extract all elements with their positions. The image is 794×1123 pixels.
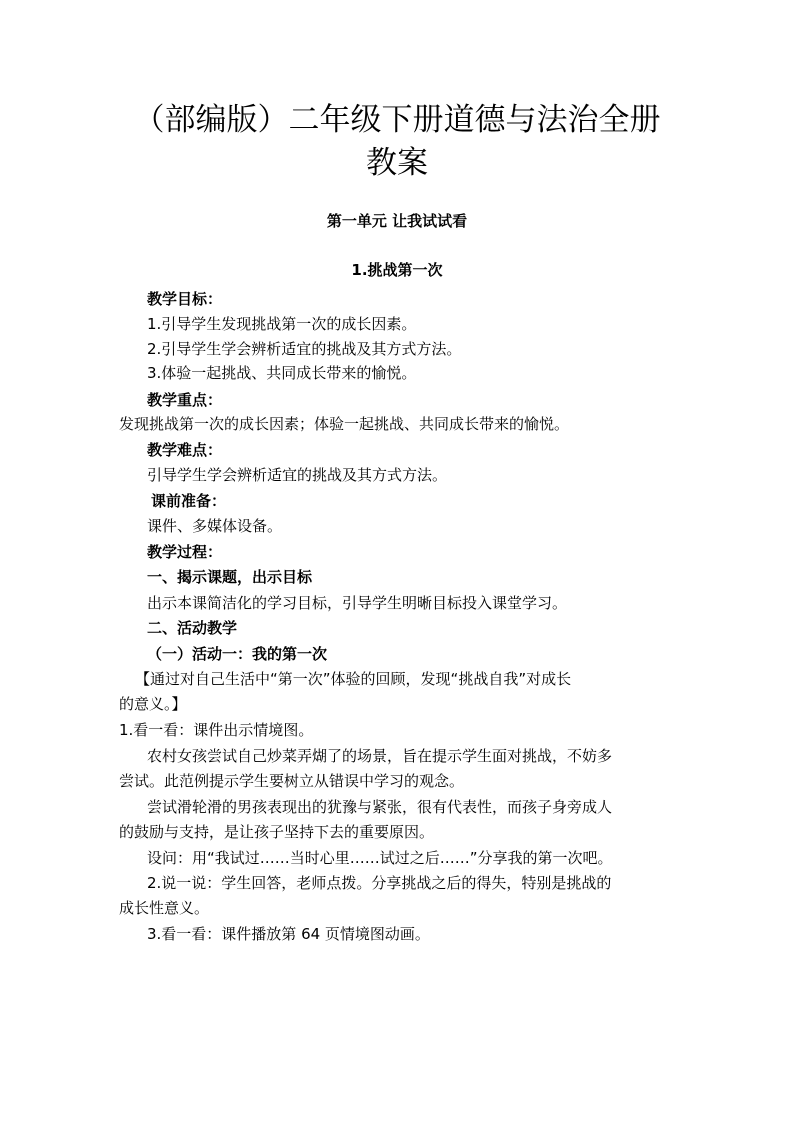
activity-1-purpose-line-1: 【通过对自己生活中“第一次”体验的回顾，发现“挑战自我”对成长 — [135, 670, 572, 688]
document-title-line-2: 教案 — [366, 145, 428, 181]
paragraph-2-line-1: 尝试滑轮滑的男孩表现出的犹豫与紧张，很有代表性，而孩子身旁成人 — [147, 798, 613, 816]
key-points-heading: 教学重点： — [147, 391, 223, 409]
activity-1-heading: （一）活动一：我的第一次 — [147, 645, 328, 663]
step-3-look: 3.看一看：课件播放第 64 页情境图动画。 — [147, 925, 430, 943]
process-heading: 教学过程： — [147, 543, 223, 561]
section-1-text: 出示本课简洁化的学习目标，引导学生明晰目标投入课堂学习。 — [147, 594, 568, 612]
difficulties-heading: 教学难点： — [147, 441, 223, 459]
document-title-line-1: （部编版）二年级下册道德与法治全册 — [133, 102, 661, 138]
section-2-heading: 二、活动教学 — [147, 619, 238, 637]
section-1-heading: 一、揭示课题，出示目标 — [147, 568, 313, 586]
teaching-goals-heading: 教学目标： — [147, 290, 223, 308]
lesson-title: 1.挑战第一次 — [351, 261, 443, 279]
activity-1-purpose-line-2: 的意义。】 — [119, 695, 187, 713]
key-points-text: 发现挑战第一次的成长因素；体验一起挑战、共同成长带来的愉悦。 — [119, 415, 570, 433]
goal-item-3: 3.体验一起挑战、共同成长带来的愉悦。 — [147, 364, 417, 382]
step-1-look: 1.看一看：课件出示情境图。 — [119, 721, 314, 739]
paragraph-1-line-2: 尝试。此范例提示学生要树立从错误中学习的观念。 — [119, 772, 465, 790]
preparation-text: 课件、多媒体设备。 — [147, 517, 283, 535]
question-line: 设问：用“我试过……当时心里……试过之后……”分享我的第一次吧。 — [147, 849, 613, 867]
difficulties-text: 引导学生学会辨析适宜的挑战及其方式方法。 — [147, 466, 448, 484]
unit-title: 第一单元 让我试试看 — [326, 212, 468, 230]
preparation-heading: 课前准备： — [151, 492, 227, 510]
step-2-line-1: 2.说一说：学生回答，老师点拨。分享挑战之后的得失，特别是挑战的 — [147, 874, 612, 892]
goal-item-2: 2.引导学生学会辨析适宜的挑战及其方式方法。 — [147, 340, 462, 358]
paragraph-1-line-1: 农村女孩尝试自己炒菜弄煳了的场景，旨在提示学生面对挑战，不妨多 — [147, 747, 613, 765]
paragraph-2-line-2: 的鼓励与支持，是让孩子坚持下去的重要原因。 — [119, 823, 435, 841]
step-2-line-2: 成长性意义。 — [119, 899, 210, 917]
goal-item-1: 1.引导学生发现挑战第一次的成长因素。 — [147, 315, 417, 333]
